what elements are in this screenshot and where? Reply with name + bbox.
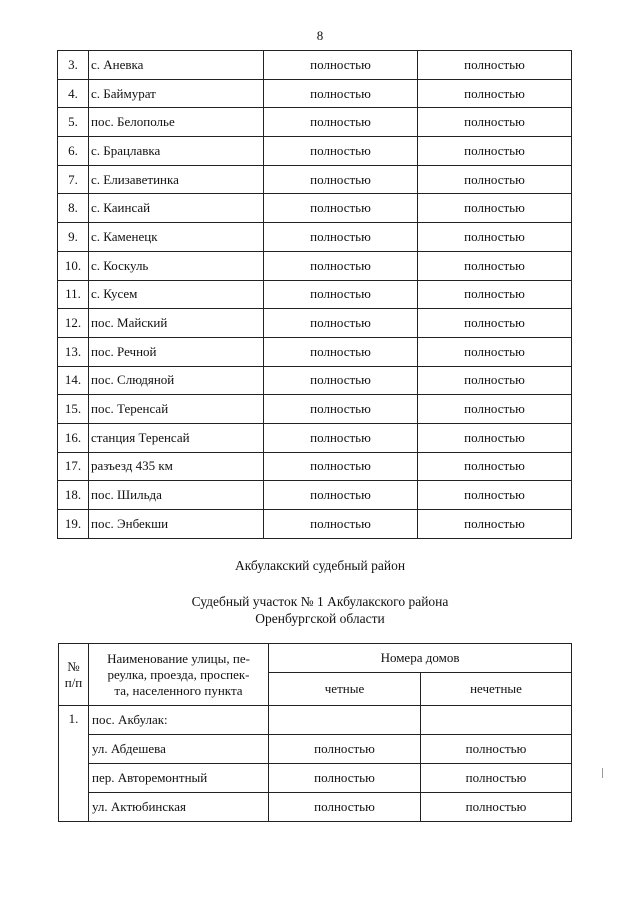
settlement-name: с. Каменецк (89, 223, 264, 252)
table-row (58, 423, 572, 452)
odd-houses: полностью (418, 366, 572, 395)
even-houses: полностью (264, 366, 418, 395)
odd-houses: полностью (418, 194, 572, 223)
number-header-line1: № (67, 658, 80, 674)
court-plot-title: Судебный участок № 1 Акбулакского района (191, 594, 449, 609)
odd-houses: полностью (418, 223, 572, 252)
row-number: 5. (58, 108, 89, 137)
street-name: ул. Абдешева (89, 735, 269, 764)
table-row (58, 194, 572, 223)
even-houses: полностью (264, 51, 418, 80)
table-row (59, 735, 572, 764)
row-number: 7. (58, 165, 89, 194)
odd-houses: полностью (418, 423, 572, 452)
name-header-line3: та, населенного пункта (114, 682, 243, 698)
settlement-name: станция Теренсай (89, 423, 264, 452)
odd-houses (421, 706, 572, 735)
table-row (58, 309, 572, 338)
row-number: 17. (58, 452, 89, 481)
odd-houses: полностью (421, 735, 572, 764)
settlement-name: с. Брацлавка (89, 137, 264, 166)
name-column-header (89, 644, 269, 706)
even-houses: полностью (264, 280, 418, 309)
table-row (58, 510, 572, 539)
even-houses: полностью (269, 793, 421, 822)
even-houses: полностью (264, 223, 418, 252)
even-houses: полностью (264, 337, 418, 366)
table-row (58, 366, 572, 395)
odd-houses: полностью (418, 280, 572, 309)
settlement-name: пос. Шильда (89, 481, 264, 510)
row-number: 14. (58, 366, 89, 395)
row-number: 9. (58, 223, 89, 252)
even-houses: полностью (264, 79, 418, 108)
odd-houses: полностью (421, 764, 572, 793)
odd-houses: полностью (418, 165, 572, 194)
table-row (58, 395, 572, 424)
even-houses: полностью (264, 108, 418, 137)
odd-houses: полностью (418, 251, 572, 280)
settlements-table (57, 50, 572, 539)
table-row (58, 481, 572, 510)
row-number: 15. (58, 395, 89, 424)
house-numbers-header: Номера домов (269, 644, 572, 673)
settlement-name: пос. Энбекши (89, 510, 264, 539)
number-column-header (59, 644, 89, 706)
settlement-name: пос. Белополье (89, 108, 264, 137)
court-plot-region: Оренбургской области (255, 611, 385, 626)
scan-margin-mark (602, 768, 603, 778)
odd-column-header: нечетные (421, 673, 572, 706)
settlement-name: пос. Акбулак: (89, 706, 269, 735)
name-header-line1: Наименование улицы, пе- (107, 650, 250, 666)
even-houses: полностью (264, 251, 418, 280)
table-row (58, 165, 572, 194)
settlement-name: с. Елизаветинка (89, 165, 264, 194)
odd-houses: полностью (418, 137, 572, 166)
row-number: 10. (58, 251, 89, 280)
table-row (58, 280, 572, 309)
odd-houses: полностью (418, 510, 572, 539)
table-row (59, 793, 572, 822)
table-row (58, 51, 572, 80)
even-houses: полностью (264, 510, 418, 539)
row-number: 4. (58, 79, 89, 108)
settlement-name: пос. Теренсай (89, 395, 264, 424)
number-header-line2: п/п (64, 674, 83, 690)
settlement-name: с. Аневка (89, 51, 264, 80)
settlement-name: с. Кусем (89, 280, 264, 309)
odd-houses: полностью (418, 108, 572, 137)
district-title: Акбулакский судебный район (234, 558, 406, 573)
table-row (58, 108, 572, 137)
row-number: 19. (58, 510, 89, 539)
page-number: 8 (316, 28, 324, 43)
row-number: 11. (58, 280, 89, 309)
table-row (59, 764, 572, 793)
table-row (58, 337, 572, 366)
even-houses: полностью (264, 194, 418, 223)
odd-houses: полностью (418, 51, 572, 80)
even-houses: полностью (264, 452, 418, 481)
settlement-name: пос. Слюдяной (89, 366, 264, 395)
row-number: 13. (58, 337, 89, 366)
even-houses: полностью (264, 395, 418, 424)
row-number: 8. (58, 194, 89, 223)
table-row (59, 706, 572, 735)
table-row (58, 223, 572, 252)
street-name: пер. Авторемонтный (89, 764, 269, 793)
even-houses: полностью (264, 309, 418, 338)
row-number: 3. (58, 51, 89, 80)
even-houses: полностью (264, 423, 418, 452)
even-houses: полностью (264, 481, 418, 510)
even-houses: полностью (264, 137, 418, 166)
row-number: 12. (58, 309, 89, 338)
row-number: 6. (58, 137, 89, 166)
header-row (59, 644, 572, 673)
settlement-name: с. Баймурат (89, 79, 264, 108)
settlement-name: с. Коскуль (89, 251, 264, 280)
odd-houses: полностью (418, 452, 572, 481)
settlement-name: пос. Речной (89, 337, 264, 366)
street-name: ул. Актюбинская (89, 793, 269, 822)
odd-houses: полностью (421, 793, 572, 822)
even-houses (269, 706, 421, 735)
name-header-line2: реулка, проезда, проспек- (107, 666, 250, 682)
settlement-name: с. Каинсай (89, 194, 264, 223)
odd-houses: полностью (418, 79, 572, 108)
odd-houses: полностью (418, 481, 572, 510)
row-number: 1. (59, 706, 89, 822)
table-row (58, 251, 572, 280)
even-houses: полностью (269, 764, 421, 793)
even-houses: полностью (269, 735, 421, 764)
row-number: 18. (58, 481, 89, 510)
table-row (58, 137, 572, 166)
streets-table (58, 643, 572, 822)
even-houses: полностью (264, 165, 418, 194)
odd-houses: полностью (418, 309, 572, 338)
table-row (58, 79, 572, 108)
odd-houses: полностью (418, 395, 572, 424)
settlement-name: пос. Майский (89, 309, 264, 338)
row-number: 16. (58, 423, 89, 452)
odd-houses: полностью (418, 337, 572, 366)
even-column-header: четные (269, 673, 421, 706)
table-row (58, 452, 572, 481)
settlement-name: разъезд 435 км (89, 452, 264, 481)
